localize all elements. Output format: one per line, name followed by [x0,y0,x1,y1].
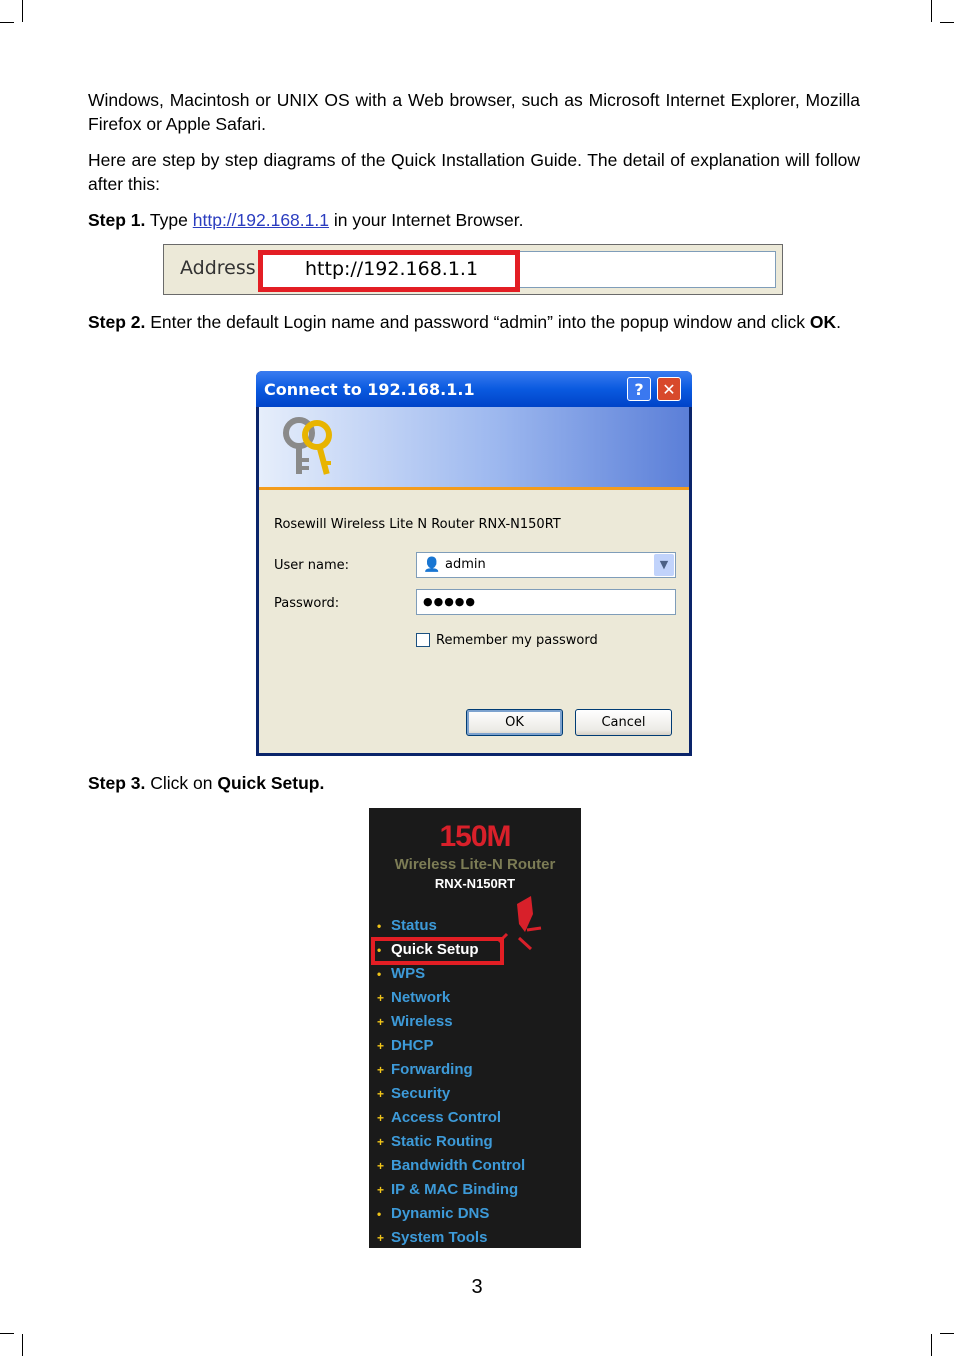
menu-label: System Tools [391,1229,488,1246]
dialog-banner [259,407,689,490]
menu-item-system-tools[interactable] [377,1228,487,1248]
router-model: RNX-N150RT [434,876,516,891]
quick-setup-highlight-box [371,937,504,965]
router-subtitle: Wireless Lite-N Router [394,856,556,873]
menu-label: WPS [391,965,426,982]
help-button[interactable]: ? [627,377,651,401]
menu-label: Dynamic DNS [391,1205,490,1222]
password-value: ●●●●● [423,595,476,608]
password-input[interactable] [416,589,676,615]
menu-label: Security [391,1085,451,1102]
dialog-body [259,490,689,753]
intro-paragraph-1: Windows, Macintosh or UNIX OS with a Web browser, such as Microsoft Internet Explorer, Mozilla Firefox or Apple Safari. [88,90,860,134]
menu-label: Network [391,989,451,1006]
remember-label: Remember my password [436,633,598,648]
crop-mark [0,1333,14,1334]
chevron-down-icon[interactable]: ▼ [654,554,674,576]
close-button[interactable]: ✕ [657,377,681,401]
step-3 [88,771,860,795]
user-name-value: admin [445,557,486,572]
menu-item-static-routing[interactable] [377,1132,493,1152]
menu-label: Status [391,917,437,934]
plus-icon: + [377,1159,385,1173]
crop-mark [22,0,23,22]
plus-icon: + [377,1111,385,1125]
user-icon: 👤 [423,557,441,573]
remember-checkbox[interactable] [416,633,430,647]
menu-item-wps[interactable] [377,964,425,984]
menu-label: Bandwidth Control [391,1157,526,1174]
address-label: Address [180,257,256,279]
menu-item-status[interactable] [377,916,437,936]
step-3-label: Step 3. [88,773,146,793]
login-dialog [256,371,692,756]
intro-paragraph-2: Here are step by step diagrams of the Quick Installation Guide. The detail of explanation will follow after this: [88,150,860,194]
crop-mark [931,1334,932,1356]
menu-label: Quick Setup [391,941,479,958]
router-url-link[interactable]: http://192.168.1.1 [192,210,329,230]
menu-item-dhcp[interactable] [377,1036,434,1056]
crop-mark [0,22,14,23]
password-label: Password: [274,596,340,611]
cancel-button[interactable]: Cancel [575,709,672,736]
step-1-text: Type [145,210,193,230]
bullet-icon: • [377,919,382,933]
address-url: http://192.168.1.1 [305,258,479,280]
menu-item-access-control[interactable] [377,1108,501,1128]
plus-icon: + [377,1231,385,1245]
plus-icon: + [377,1015,385,1029]
bullet-icon: • [377,943,382,957]
menu-label: Static Routing [391,1133,493,1150]
step-1 [88,208,860,232]
step-1-text-end: in your Internet Browser. [328,210,524,230]
menu-item-bandwidth-control[interactable] [377,1156,525,1176]
plus-icon: + [377,1087,385,1101]
plus-icon: + [377,991,385,1005]
step-2-end: . [836,312,841,332]
user-name-label: User name: [274,558,350,573]
step-2-ok: OK [809,312,837,332]
step-3-text: Click on [145,773,218,793]
bullet-icon: • [377,967,382,981]
plus-icon: + [377,1039,385,1053]
plus-icon: + [377,1183,385,1197]
menu-item-ip-mac-binding[interactable] [377,1180,518,1200]
crop-mark [22,1334,23,1356]
crop-mark [931,0,932,22]
crop-mark [940,1333,954,1334]
step-1-label: Step 1. [88,210,146,230]
menu-label: Access Control [391,1109,502,1126]
step-2 [88,310,860,334]
page-number: 3 [471,1276,483,1298]
keys-icon [277,413,347,483]
router-brand: 150M [439,820,511,853]
plus-icon: + [377,1063,385,1077]
menu-label: DHCP [391,1037,434,1054]
menu-label: Forwarding [391,1061,473,1078]
router-menu-panel [369,808,581,1248]
menu-label: IP & MAC Binding [391,1181,519,1198]
pointer-hand-icon [497,894,547,954]
menu-label: Wireless [391,1013,453,1030]
dialog-title: Connect to 192.168.1.1 [264,380,475,399]
step-2-text: Enter the default Login name and password “admin” into the popup window and click [145,312,810,332]
menu-item-wireless[interactable] [377,1012,453,1032]
realm-text: Rosewill Wireless Lite N Router RNX-N150RT [274,517,561,532]
bullet-icon: • [377,1207,382,1221]
crop-mark [940,22,954,23]
step-2-label: Step 2. [88,312,146,332]
step-3-quick-setup: Quick Setup. [217,773,325,793]
plus-icon: + [377,1135,385,1149]
ok-button[interactable]: OK [466,709,563,736]
menu-item-forwarding[interactable] [377,1060,473,1080]
menu-item-network[interactable] [377,988,450,1008]
dialog-title-bar [256,371,692,407]
user-name-input[interactable] [416,552,676,578]
menu-item-security[interactable] [377,1084,450,1104]
menu-item-dynamic-dns[interactable] [377,1204,489,1224]
